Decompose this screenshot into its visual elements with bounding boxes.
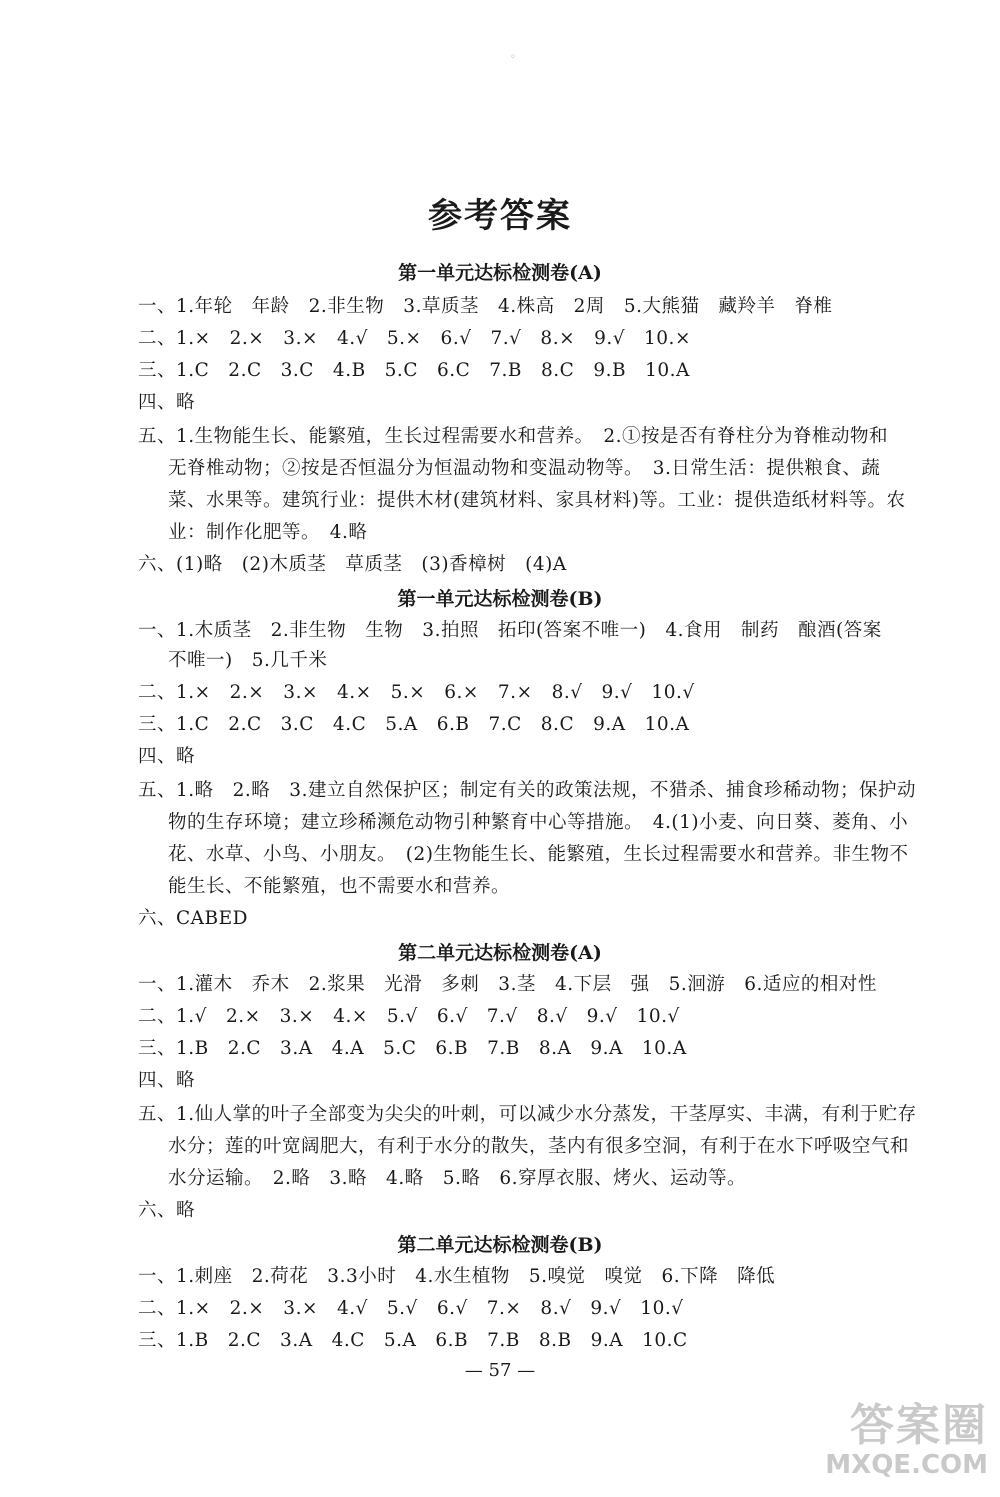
- answer-line: 三、1.C 2.C 3.C 4.B 5.C 6.C 7.B 8.C 9.B 10.A: [138, 360, 690, 381]
- answer-line: 一、1.木质茎 2.非生物 生物 3.拍照 拓印(答案不唯一) 4.食用 制药 酿酒(答案: [138, 620, 882, 641]
- answer-line: 四、略: [138, 1070, 196, 1091]
- answer-line: 六、(1)略 (2)木质茎 草质茎 (3)香樟树 (4)A: [138, 554, 567, 575]
- answer-line: 六、略: [138, 1200, 196, 1221]
- watermark-text: 答案圈: [850, 1400, 988, 1451]
- watermark-logo: [788, 1402, 988, 1488]
- answer-line: 三、1.C 2.C 3.C 4.C 5.A 6.B 7.C 8.C 9.A 10.A: [138, 714, 690, 735]
- answer-line: 业：制作化肥等。 4.略: [168, 522, 368, 543]
- answer-line: 水分运输。 2.略 3.略 4.略 5.略 6.穿厚衣服、烤火、运动等。: [168, 1168, 747, 1189]
- answer-line: 菜、水果等。建筑行业：提供木材(建筑材料、家具材料)等。工业：提供造纸材料等。农: [168, 490, 906, 511]
- answer-line: 四、略: [138, 392, 196, 413]
- page-title: 参考答案: [428, 196, 572, 236]
- answer-line: 五、1.略 2.略 3.建立自然保护区；制定有关的政策法规，不猎杀、捕食珍稀动物；保护动: [138, 780, 916, 801]
- watermark-url: MXQE.COM: [825, 1450, 988, 1480]
- answer-line: 水分；莲的叶宽阔肥大，有利于水分的散失，茎内有很多空洞，有利于在水下呼吸空气和: [168, 1136, 910, 1157]
- section-heading: 第二单元达标检测卷(B): [397, 1234, 603, 1256]
- answer-line: 三、1.B 2.C 3.A 4.A 5.C 6.B 7.B 8.A 9.A 10.A: [138, 1038, 687, 1059]
- answer-line: 能生长、不能繁殖，也不需要水和营养。: [168, 876, 511, 897]
- section-heading: 第二单元达标检测卷(A): [398, 942, 602, 964]
- answer-line: 一、1.年轮 年龄 2.非生物 3.草质茎 4.株高 2周 5.大熊猫 藏羚羊 脊椎: [138, 296, 833, 317]
- answer-line: 二、1.× 2.× 3.× 4.√ 5.× 6.√ 7.√ 8.× 9.√ 10.×: [138, 328, 691, 349]
- answer-line: 四、略: [138, 746, 196, 767]
- answer-line: 五、1.仙人掌的叶子全部变为尖尖的叶刺，可以减少水分蒸发，干茎厚实、丰满，有利于贮存: [138, 1104, 917, 1125]
- section-heading: 第一单元达标检测卷(A): [398, 262, 602, 284]
- answer-line: 五、1.生物能生长、能繁殖，生长过程需要水和营养。 2.①按是否有脊柱分为脊椎动物和: [138, 426, 889, 447]
- scan-speck: ◦: [510, 52, 516, 63]
- answer-line: 花、水草、小鸟、小朋友。 (2)生物能生长、能繁殖，生长过程需要水和营养。非生物不: [168, 844, 909, 865]
- answer-line: 二、1.√ 2.× 3.× 4.× 5.√ 6.√ 7.√ 8.√ 9.√ 10.√: [138, 1006, 680, 1027]
- answer-line: 一、1.灌木 乔木 2.浆果 光滑 多刺 3.茎 4.下层 强 5.洄游 6.适应的相对性: [138, 974, 877, 995]
- answer-line: 物的生存环境；建立珍稀濒危动物引种繁育中心等措施。 4.(1)小麦、向日葵、菱角、小: [168, 812, 909, 833]
- answer-line: 二、1.× 2.× 3.× 4.√ 5.√ 6.√ 7.× 8.√ 9.√ 10.√: [138, 1298, 684, 1319]
- answer-line: 一、1.刺座 2.荷花 3.3小时 4.水生植物 5.嗅觉 嗅觉 6.下降 降低: [138, 1266, 776, 1287]
- answer-line: 六、CABED: [138, 908, 248, 929]
- answer-line: 二、1.× 2.× 3.× 4.× 5.× 6.× 7.× 8.√ 9.√ 10.√: [138, 682, 695, 703]
- page-number: — 57 —: [464, 1360, 536, 1381]
- answer-line: 无脊椎动物；②按是否恒温分为恒温动物和变温动物等。 3.日常生活：提供粮食、蔬: [168, 458, 881, 479]
- section-heading: 第一单元达标检测卷(B): [397, 588, 603, 610]
- answer-line: 三、1.B 2.C 3.A 4.C 5.A 6.B 7.B 8.B 9.A 10.C: [138, 1330, 688, 1351]
- answer-line: 不唯一) 5.几千米: [168, 650, 328, 671]
